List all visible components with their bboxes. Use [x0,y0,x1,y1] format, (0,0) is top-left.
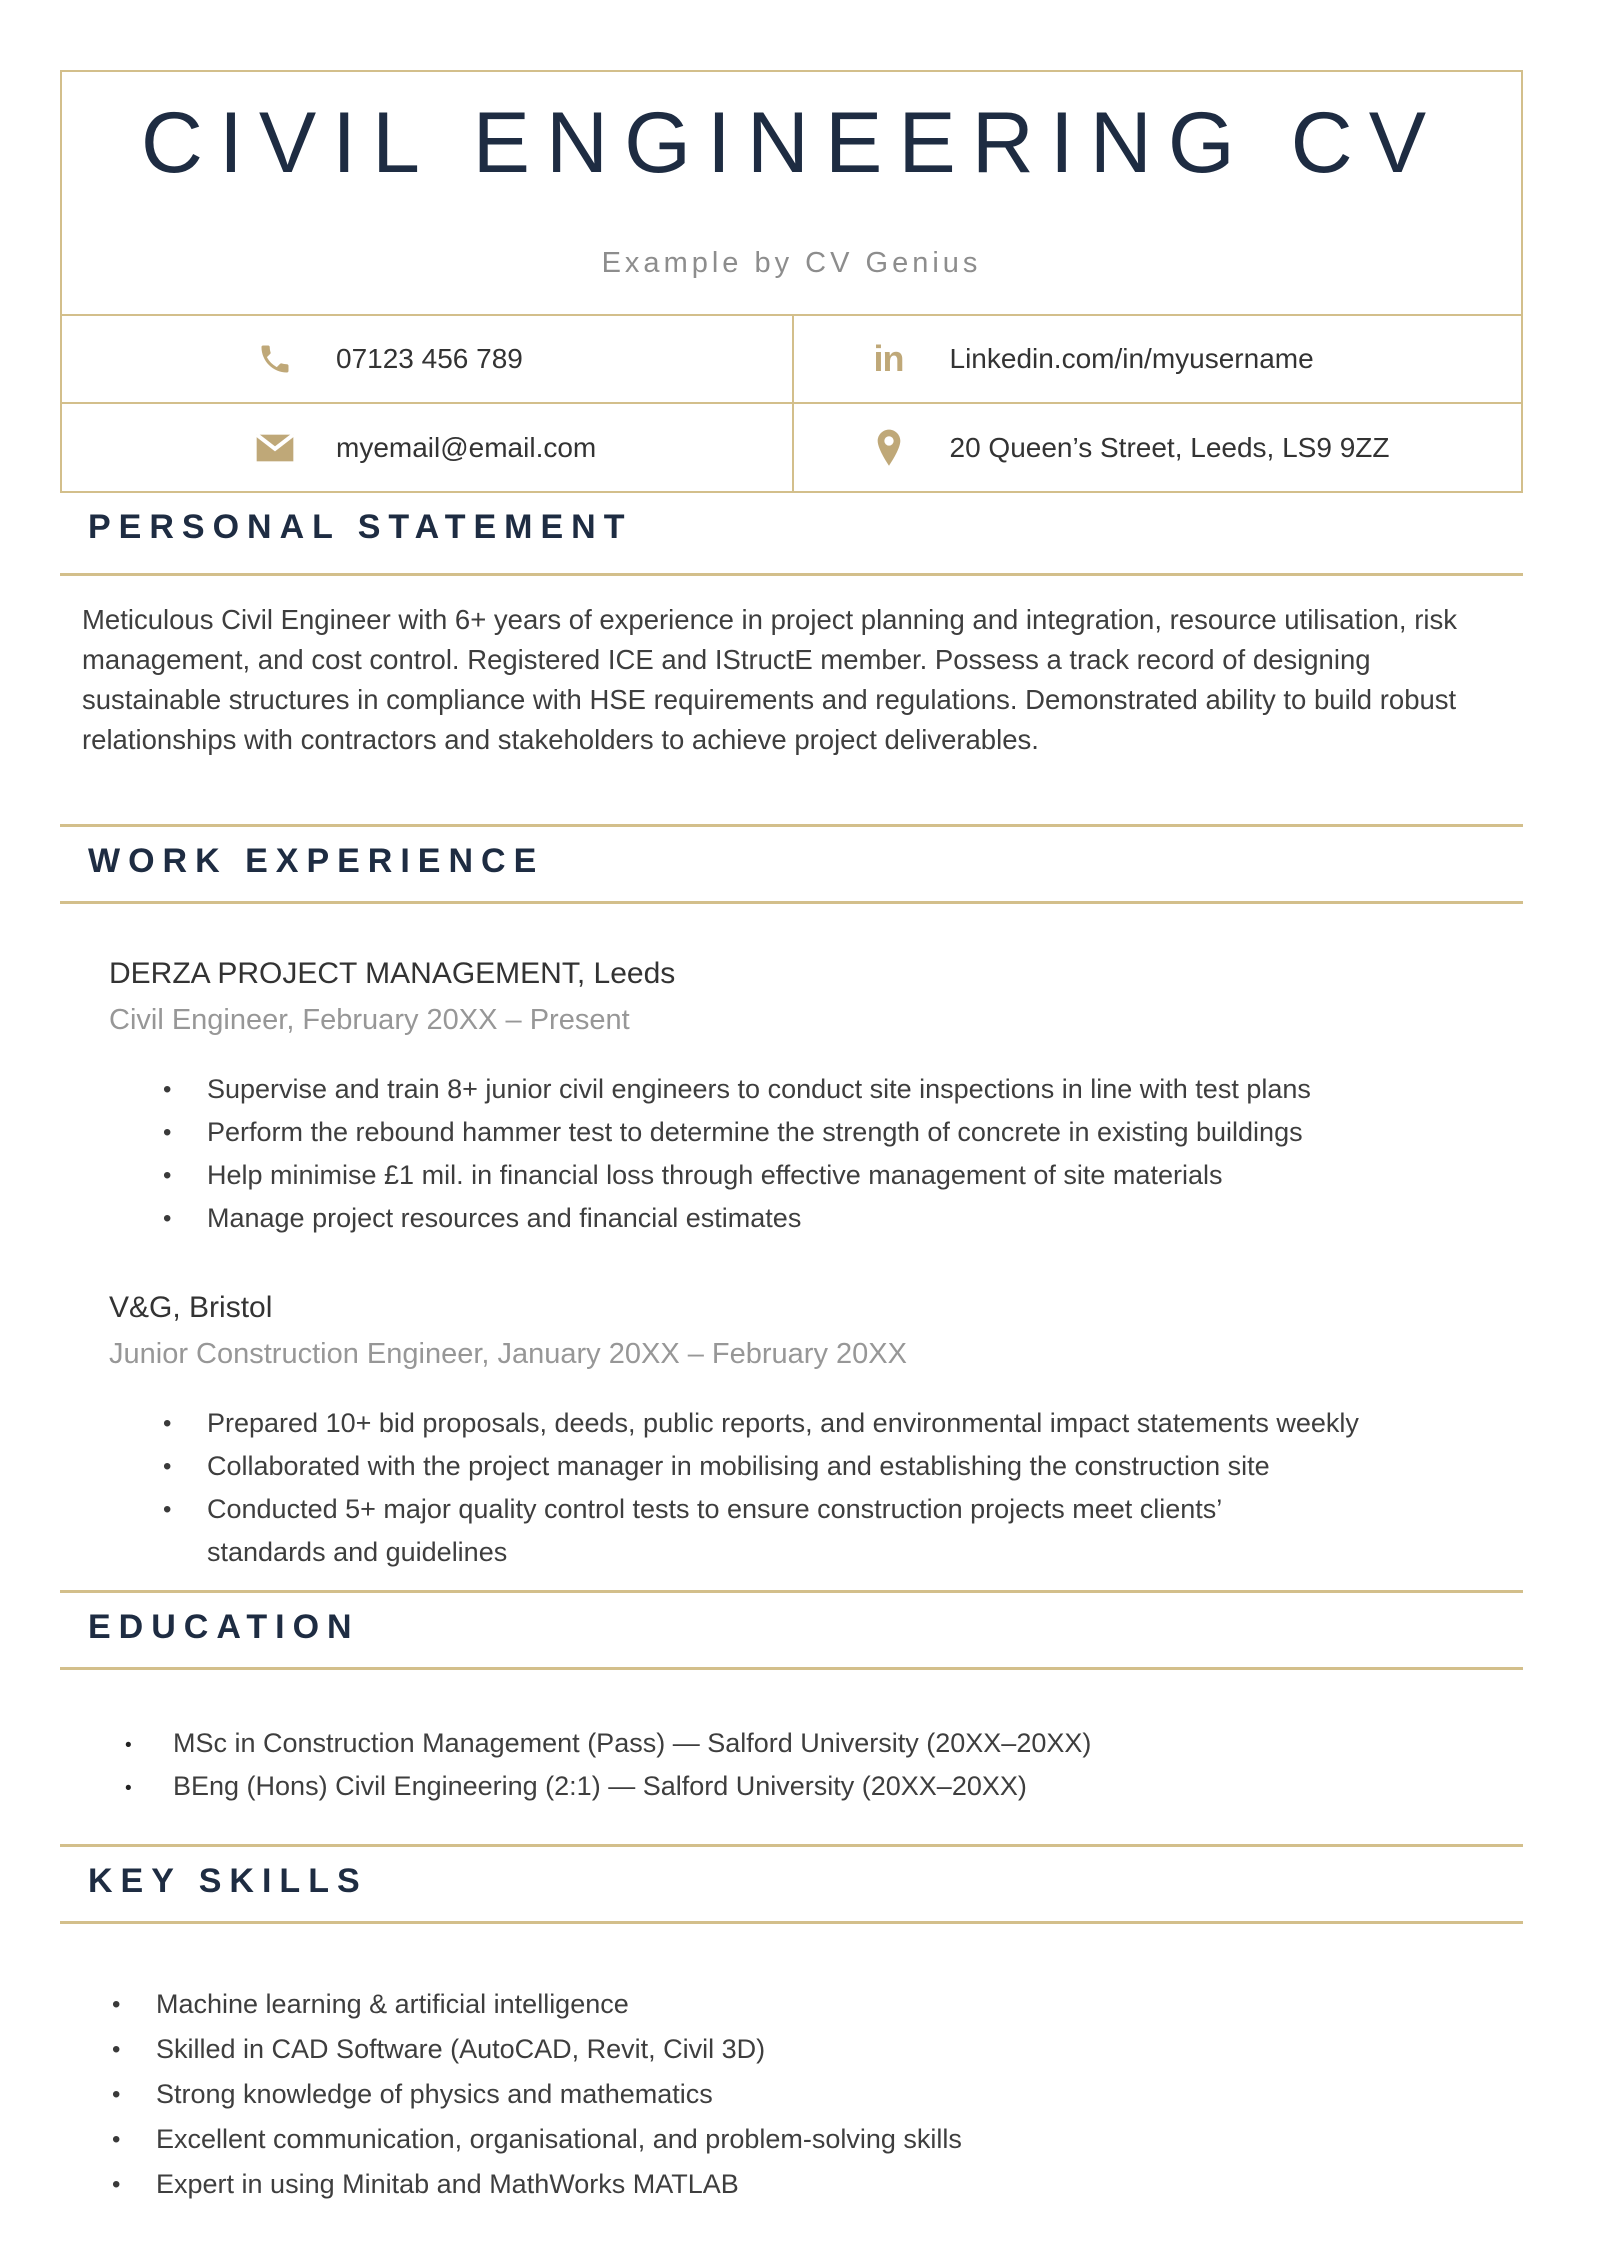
page-subtitle: Example by CV Genius [601,247,982,279]
skill-item: • Excellent communication, organisational, and problem-solving skills [112,2117,1523,2162]
job-bullet: • Conducted 5+ major quality control tests to ensure construction projects meet clients’ standards and guidelines [161,1488,1523,1574]
education-item: • BEng (Hons) Civil Engineering (2:1) — Salford University (20XX–20XX) [125,1765,1523,1808]
contact-phone [62,316,792,402]
linkedin-icon: in [873,338,904,379]
section-rule [60,824,1523,827]
job-entry [60,1288,1523,1574]
job-bullet: • Collaborated with the project manager in mobilising and establishing the construction site [161,1445,1523,1488]
job-bullet-list [60,1402,1523,1574]
job-bullet: • Manage project resources and financial estimates [161,1197,1523,1240]
section-key-skills [60,1844,1523,2207]
job-bullet: • Supervise and train 8+ junior civil engineers to conduct site inspections in line with test plans [161,1068,1523,1111]
contact-grid [62,314,1521,491]
job-employer: DERZA PROJECT MANAGEMENT, Leeds [109,957,676,990]
job-employer: V&G, Bristol [109,1291,273,1324]
contact-email [62,402,792,491]
section-rule [60,573,1523,576]
contact-linkedin [792,316,1522,402]
skill-item: • Strong knowledge of physics and mathematics [112,2072,1523,2117]
phone-icon [254,341,296,377]
envelope-icon [254,431,296,465]
work-experience-heading: WORK EXPERIENCE [88,842,545,880]
job-bullet: • Prepared 10+ bid proposals, deeds, public reports, and environmental impact statements weekly [161,1402,1523,1445]
section-rule [60,1921,1523,1924]
skills-list [60,1982,1523,2207]
job-bullet: • Perform the rebound hammer test to determine the strength of concrete in existing buildings [161,1111,1523,1154]
skill-item: • Skilled in CAD Software (AutoCAD, Revit, Civil 3D) [112,2027,1523,2072]
job-bullet-list [60,1068,1523,1240]
job-bullet: • Help minimise £1 mil. in financial loss through effective management of site materials [161,1154,1523,1197]
education-heading: EDUCATION [88,1608,360,1646]
skill-item: • Machine learning & artificial intelligence [112,1982,1523,2027]
section-personal-statement [60,507,1523,760]
section-rule [60,1667,1523,1670]
header-box [60,70,1523,493]
contact-address [792,402,1522,491]
personal-statement-text: Meticulous Civil Engineer with 6+ years of experience in project planning and integration, resource utilisation, risk management, and cost control. Registered ICE and IStructE member. Possess a track record of designing sustainable structures in compliance with HSE requirements and regulations. Demonstrated ability to build robust relationships with contractors and stakeholders to achieve project deliverables. [82,604,1457,755]
skill-item: • Expert in using Minitab and MathWorks MATLAB [112,2162,1523,2207]
contact-address-value: 20 Queen’s Street, Leeds, LS9 9ZZ [949,431,1390,463]
section-rule [60,1590,1523,1593]
location-pin-icon [868,428,910,468]
contact-email-value: myemail@email.com [336,431,597,463]
contact-phone-value: 07123 456 789 [336,343,523,374]
job-entry [60,954,1523,1240]
personal-statement-heading: PERSONAL STATEMENT [88,508,633,546]
section-education [60,1590,1523,1808]
education-list [60,1722,1523,1808]
section-work-experience [60,824,1523,1574]
key-skills-heading: KEY SKILLS [88,1862,368,1900]
section-rule [60,1844,1523,1847]
job-title-dates: Civil Engineer, February 20XX – Present [109,1004,630,1036]
page-title: CIVIL ENGINEERING CV [140,95,1443,191]
contact-linkedin-value: Linkedin.com/in/myusername [949,343,1314,374]
job-title-dates: Junior Construction Engineer, January 20XX – February 20XX [109,1338,907,1370]
section-rule [60,901,1523,904]
education-item: • MSc in Construction Management (Pass) — Salford University (20XX–20XX) [125,1722,1523,1765]
